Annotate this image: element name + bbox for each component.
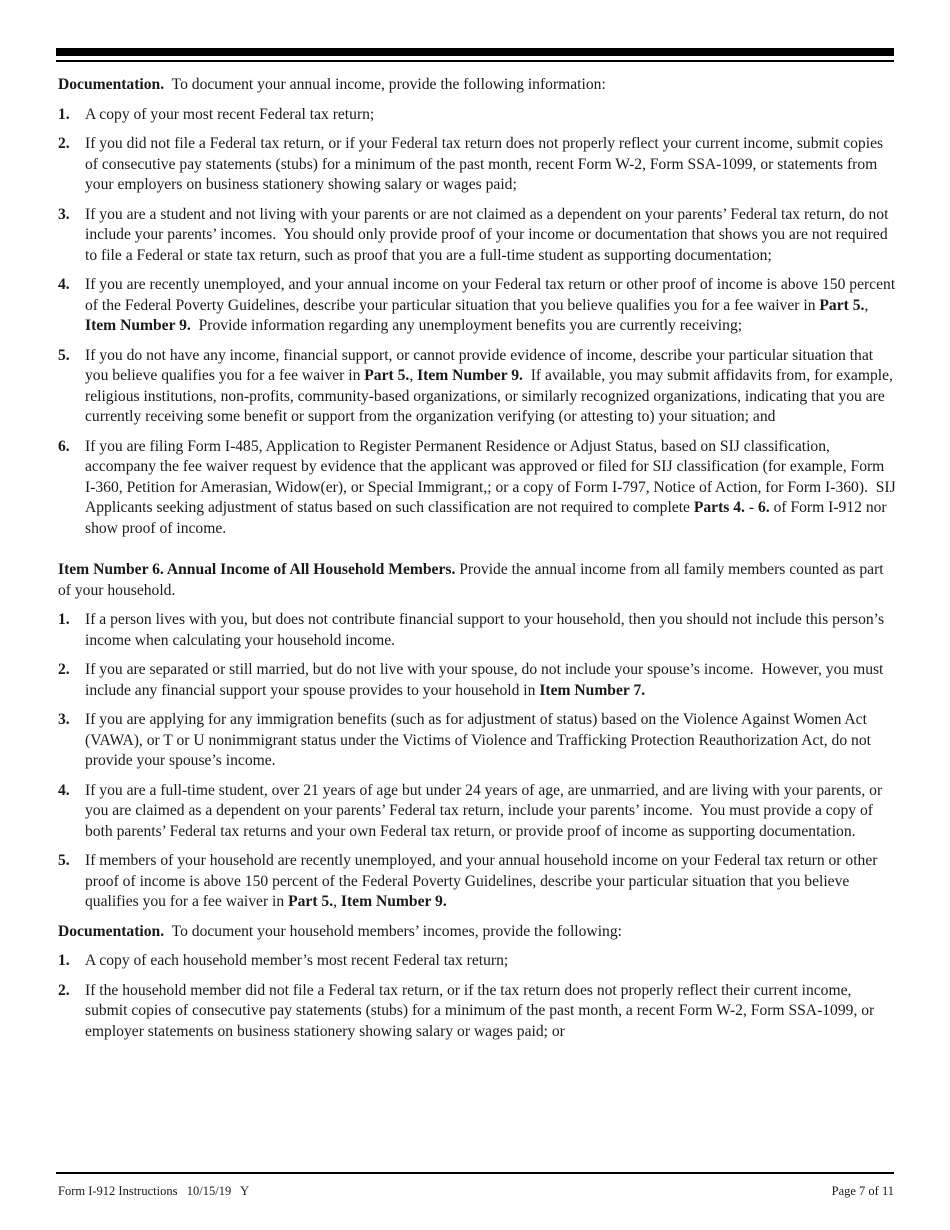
text-run: If you do not have any income, financial support, or cannot provide evidence of income, describe your particular situation that you believe qualifies you for a fee waiver in <box>85 346 877 384</box>
income-documentation-list <box>58 105 900 540</box>
list-item-text <box>85 981 896 1043</box>
bold-reference: 6. <box>757 499 770 516</box>
list-item-text <box>85 660 896 701</box>
list-item <box>58 610 896 651</box>
text-run: - <box>744 499 758 516</box>
text-run: A copy of each household member’s most recent Federal tax return; <box>85 952 509 969</box>
list-item-text <box>85 346 896 428</box>
list-item <box>58 346 896 428</box>
page-content <box>58 75 900 1051</box>
list-item-text <box>85 105 896 126</box>
bold-reference: Parts 4. <box>693 499 745 516</box>
list-item <box>58 134 896 196</box>
text-run: A copy of your most recent Federal tax return; <box>85 105 375 123</box>
list-item-number: 5. <box>58 346 70 364</box>
household-documentation-label: Documentation. <box>58 922 165 940</box>
bold-reference: Item Number 7. <box>539 681 646 699</box>
text-run: If you are recently unemployed, and your annual income on your Federal tax return or other proof of income is above 150 percent of the Federal Poverty Guidelines, describe your particular situation that you believe qualifies you for a fee waiver in <box>85 276 900 314</box>
header-rule-thin <box>56 60 894 62</box>
list-item-number: 1. <box>58 105 70 123</box>
item-6-title: Item Number 6. Annual Income of All Household Members. <box>58 561 456 578</box>
text-run: If you are filing Form I-485, Application to Register Permanent Residence or Adjust Status, based on SIJ classification, accompany the fee waiver request by evidence that the applicant was approved or filed for SIJ classification (for example, Form I-360, Petition for Amerasian, Widow(er), or Special Immigrant,; or a copy of Form I-797, Notice of Action, for Form I-360). SIJ Applicants seeking adjustment of status based on such classification are not required to complete <box>85 437 899 516</box>
list-item-text <box>85 134 896 196</box>
text-run: If you are applying for any immigration benefits (such as for adjustment of status) based on the Violence Against Women Act (VAWA), or T or U nonimmigrant status under the Victims of Violence and Trafficking Protection Reauthorization Act, do not provide your spouse’s income. <box>85 711 875 769</box>
list-item-number: 5. <box>58 852 70 869</box>
list-item-number: 1. <box>58 952 70 969</box>
list-item <box>58 781 896 843</box>
list-item-text <box>85 781 896 843</box>
list-item-number: 4. <box>58 276 70 293</box>
list-item-text <box>85 951 896 972</box>
list-item <box>58 105 896 126</box>
household-income-list <box>58 610 896 913</box>
footer-form-id: Form I-912 Instructions 10/15/19 Y <box>58 1184 250 1198</box>
list-item <box>58 851 896 913</box>
list-item-number: 1. <box>58 611 70 628</box>
household-documentation-list <box>58 951 896 1042</box>
list-item-text <box>85 437 899 540</box>
bold-reference: Item Number 9. <box>85 317 191 334</box>
text-run: If a person lives with you, but does not contribute financial support to your household, then you should not include this person’s income when calculating your household income. <box>85 611 888 649</box>
list-item-text <box>85 851 896 913</box>
list-item <box>58 981 896 1043</box>
list-item-number: 4. <box>58 781 70 799</box>
list-item-number: 3. <box>58 711 70 728</box>
documentation-label: Documentation. <box>58 76 165 93</box>
text-run: If available, you may submit affidavits from, for example, religious institutions, non-profits, community-based organizations, or similarly recognized organizations, indicating that you are currently receiving some benefit or support from the organization verifying (or attesting to) your situation; and <box>85 367 897 425</box>
list-item-number: 2. <box>58 135 70 152</box>
household-documentation-text: To document your household members’ incomes, provide the following: <box>171 922 622 940</box>
bold-reference: Part 5. <box>819 296 865 314</box>
bold-reference: Item Number 9. <box>417 367 523 384</box>
bold-reference: Part 5. <box>288 893 334 910</box>
list-item-number: 2. <box>58 661 70 678</box>
text-run: If members of your household are recently unemployed, and your annual household income on your Federal tax return or other proof of income is above 150 percent of the Federal Poverty Guidelines, describe your particular situation that you believe qualifies you for a fee waiver in <box>85 852 882 910</box>
item-number-6-heading <box>58 560 896 601</box>
text-run: , <box>333 893 341 910</box>
text-run: , <box>409 367 418 384</box>
list-item-text <box>85 275 900 337</box>
bold-reference: Part 5. <box>364 367 410 384</box>
list-item <box>58 710 896 772</box>
list-item <box>58 437 899 540</box>
list-item-number: 3. <box>58 205 70 223</box>
text-run: If the household member did not file a Federal tax return, or if the tax return does not properly reflect their current income, submit copies of consecutive pay statements (stubs) for a minimum of the past month, a recent Form W-2, Form SSA-1099, or employer statements on business stationery showing salary or wages paid; or <box>85 981 879 1040</box>
text-run: , <box>864 296 873 314</box>
footer-page-number: Page 7 of 11 <box>831 1184 894 1198</box>
list-item-number: 6. <box>58 437 70 455</box>
list-item-number: 2. <box>58 981 70 999</box>
footer-rule <box>56 1172 894 1174</box>
documentation-text: To document your annual income, provide the following information: <box>171 76 606 93</box>
item-6-text: Provide the annual income from all family members counted as part of your household. <box>58 561 884 599</box>
list-item-text <box>85 710 896 772</box>
list-item <box>58 205 896 267</box>
list-item <box>58 660 896 701</box>
bold-reference: Item Number 9. <box>340 893 447 910</box>
list-item <box>58 951 896 972</box>
text-run: If you are a student and not living with your parents or are not claimed as a dependent on your parents’ Federal tax return, do not include your parents’ incomes. You should only provide proof of your income or documentation that shows you are not required to file a Federal or state tax return, such as proof that you are a full-time student as supporting documentation; <box>85 205 893 264</box>
documentation-intro <box>58 75 896 96</box>
text-run: of Form I-912 nor show proof of income. <box>85 499 891 537</box>
text-run: Provide information regarding any unemployment benefits you are currently receiving; <box>190 317 743 334</box>
header-rule-thick <box>56 48 894 56</box>
list-item-text <box>85 205 896 267</box>
text-run: If you are separated or still married, but do not live with your spouse, do not include your spouse’s income. However, you must include any financial support your spouse provides to your household in <box>85 661 888 699</box>
list-item <box>58 275 900 337</box>
text-run: If you are a full-time student, over 21 years of age but under 24 years of age, are unmarried, and are living with your parents, or you are claimed as a dependent on your parents’ Federal tax return, include your parents’ income. You must provide a copy of both parents’ Federal tax returns and your own Federal tax return, or provide proof of income as supporting documentation. <box>85 781 887 840</box>
list-item-text <box>85 610 896 651</box>
household-documentation-intro <box>58 922 896 943</box>
text-run: If you did not file a Federal tax return, or if your Federal tax return does not properly reflect your current income, submit copies of consecutive pay statements (stubs) for a minimum of the past month, recent Form W-2, Form SSA-1099, or statements from your employers on business stationery showing salary or wages paid; <box>85 135 887 193</box>
